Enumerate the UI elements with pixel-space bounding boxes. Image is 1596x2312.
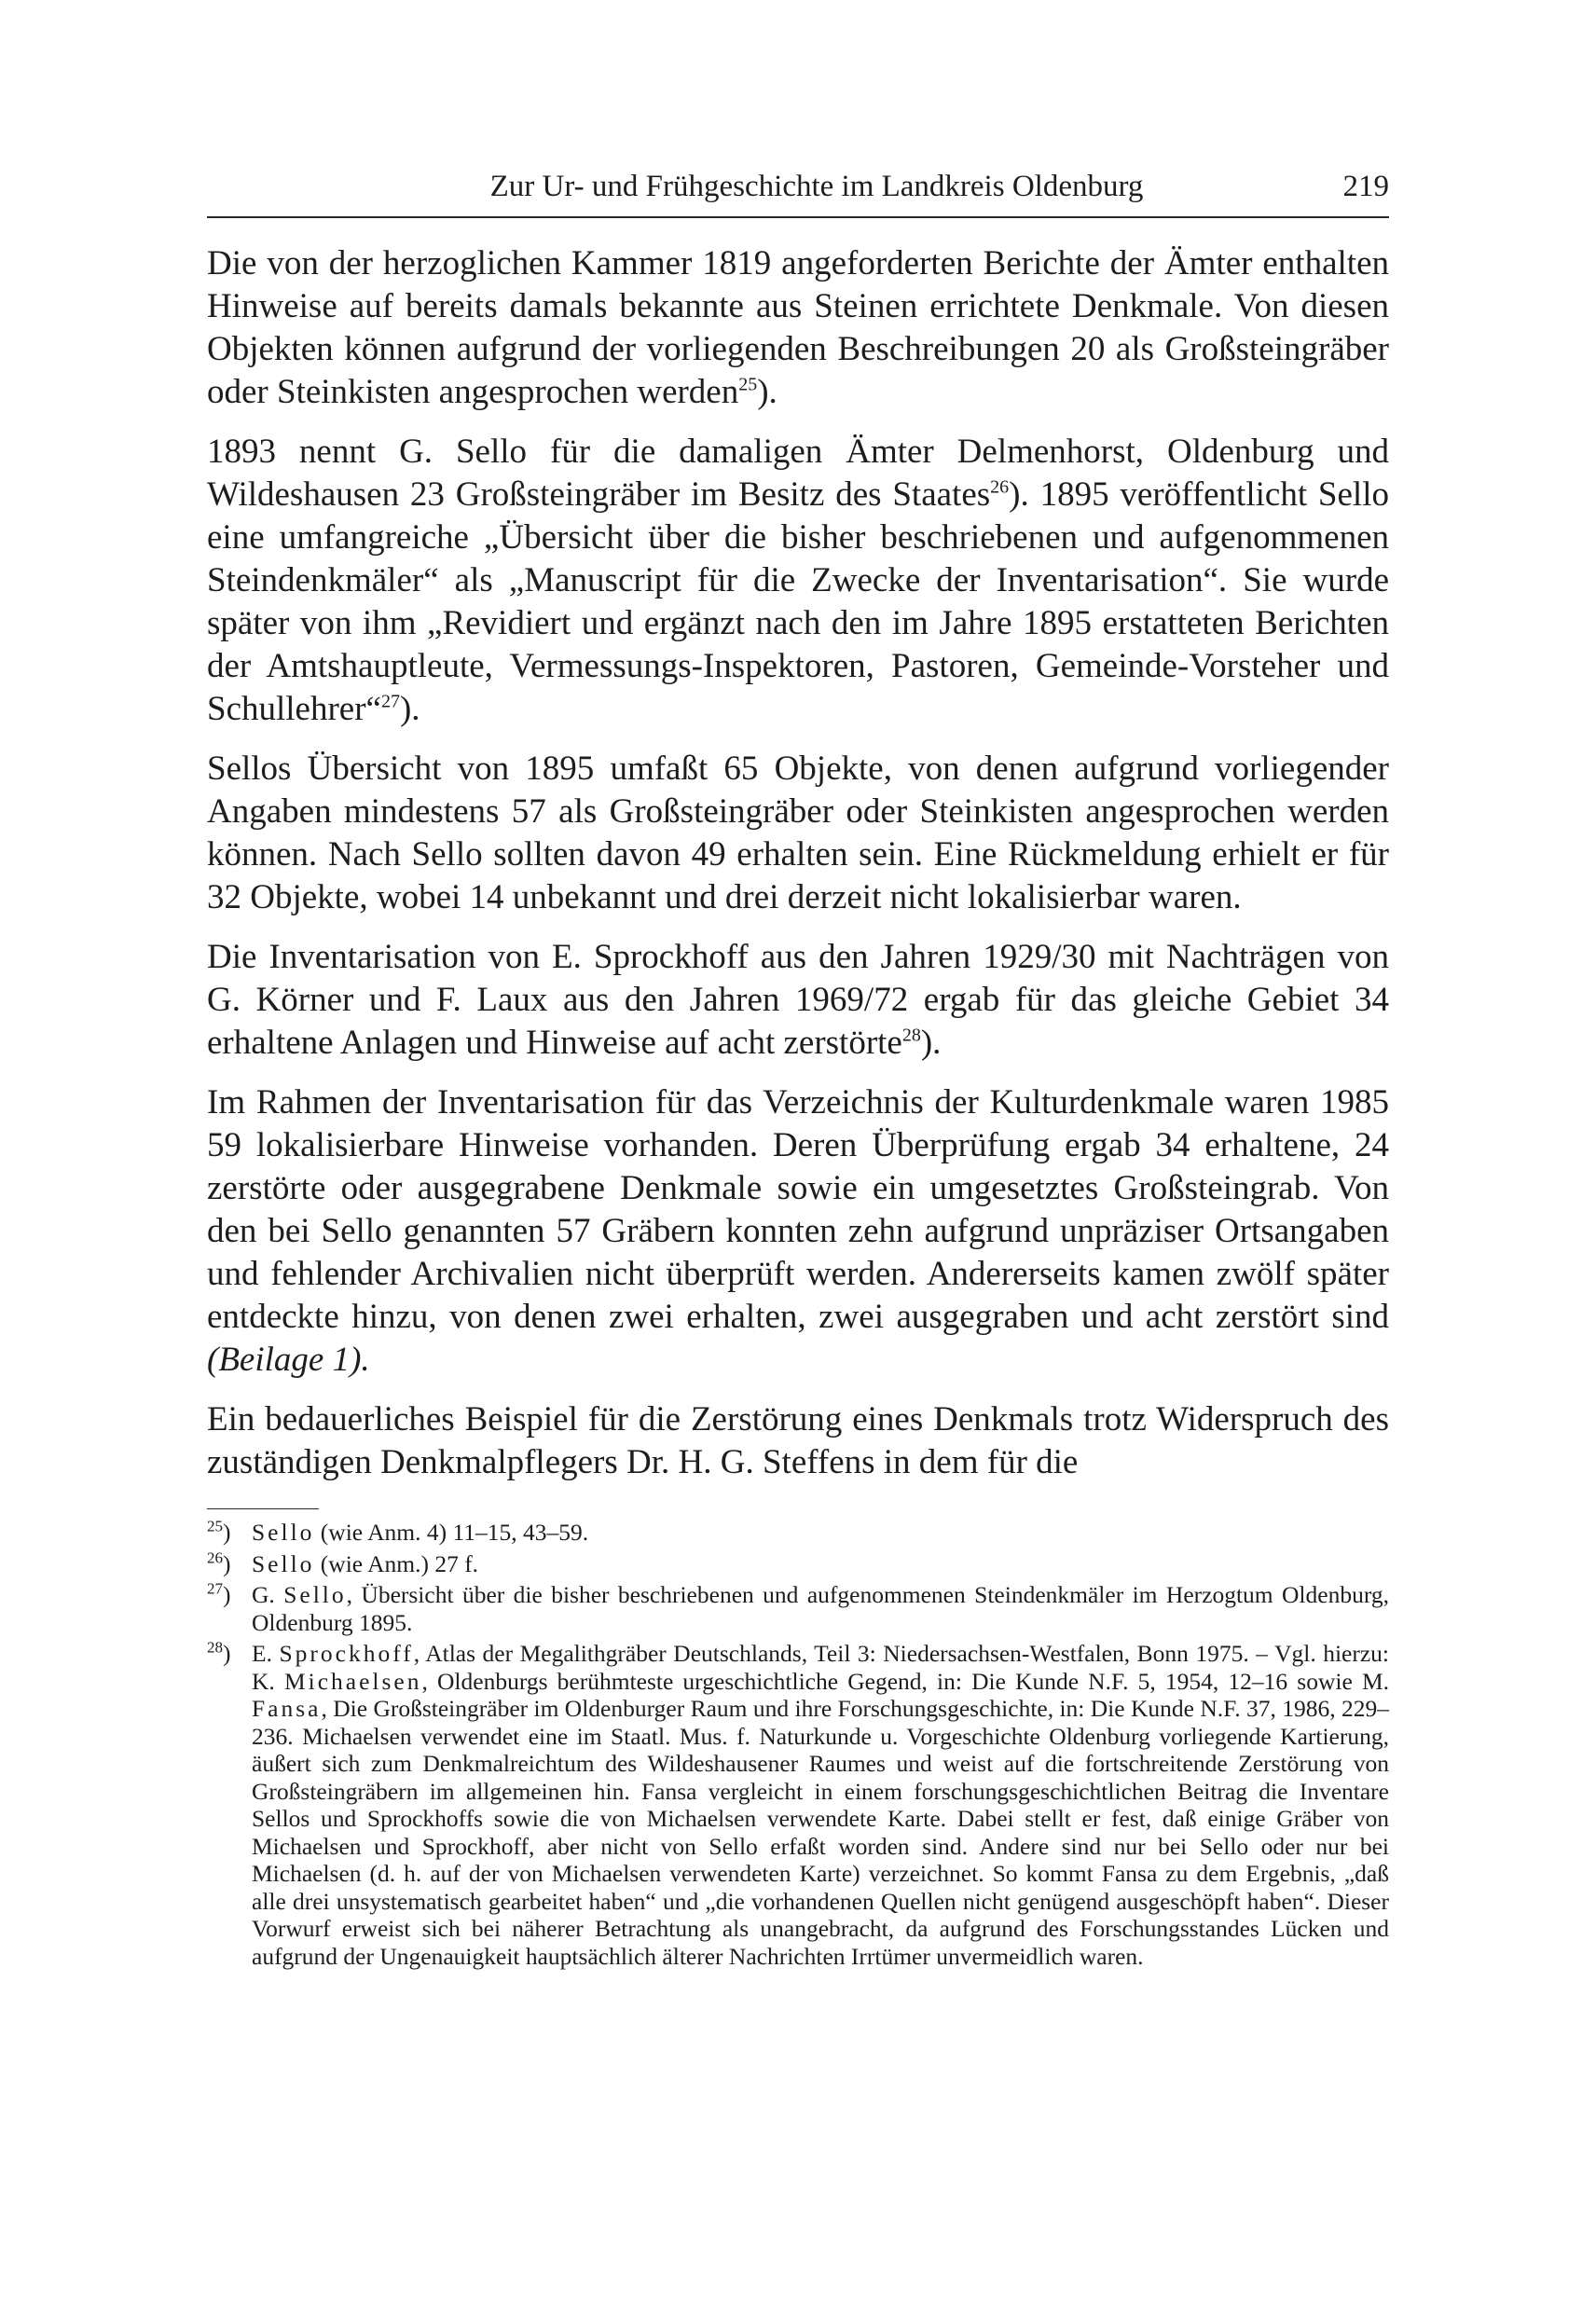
footnote-text: Sello (wie Anm. 4) 11–15, 43–59. (252, 1519, 589, 1546)
footnote (207, 1550, 1389, 1578)
footnote-divider (207, 1508, 319, 1509)
page-number: 219 (1342, 170, 1389, 203)
footnote (207, 1519, 1389, 1547)
footnote-text: G. Sello, Übersicht über die bisher beschriebenen und aufgenommenen Steindenkmäler im Herzogtum Oldenburg, Oldenburg 1895. (252, 1581, 1389, 1636)
paragraph: Sellos Übersicht von 1895 umfaßt 65 Objekte, von denen aufgrund vorliegender Angaben mindestens 57 als Großsteingräber oder Steinkisten angesprochen werden können. Nach Sello sollten davon 49 erhalten sein. Eine Rückmeldung erhielt er für 32 Objekte, wobei 14 unbekannt und drei derzeit nicht lokalisierbar waren. (207, 750, 1389, 916)
main-text (207, 242, 1389, 1484)
footnote-reference: 26 (990, 476, 1010, 498)
paragraph: Die Inventarisation von E. Sprockhoff aus den Jahren 1929/30 mit Nachträgen von G. Körner und F. Laux aus den Jahren 1969/72 ergab für das gleiche Gebiet 34 erhaltene Anlagen und Hinweise auf acht zerstörte$^{28}$). (207, 938, 1389, 1062)
paragraph: Die von der herzoglichen Kammer 1819 angeforderten Berichte der Ämter enthalten Hinweise auf bereits damals bekannte aus Steinen errichtete Denkmale. Von diesen Objekten können aufgrund der vorliegenden Beschreibungen 20 als Großsteingräber oder Steinkisten angesprochen werden$^{25}$). (207, 244, 1389, 411)
footnote-reference: 27 (380, 691, 400, 712)
footnote-text: E. Sprockhoff, Atlas der Megalithgräber Deutschlands, Teil 3: Niedersachsen-Westfalen, Bonn 1975. – Vgl. hierzu: K. Michaelsen, Oldenburgs berühmteste urgeschichtliche Gegend, in: Die Kunde N.F. 5, 1954, 12–16 sowie M. Fansa, Die Großsteingräber im Oldenburger Raum und ihre Forschungsgeschichte, in: Die Kunde N.F. 37, 1986, 229–236. Michaelsen verwendet eine im Staatl. Mus. f. Naturkunde u. Vorgeschichte Oldenburg vorliegende Kartierung, äußert sich zum Denkmalreichtum des Wildeshausener Raumes und weist auf die fortschreitende Zerstörung von Großsteingräbern im allgemeinen hin. Fansa vergleicht in einem forschungsgeschichtlichen Beitrag die Inventare Sellos und Sprockhoffs sowie die von Michaelsen verwendete Karte. Dabei stellt er fest, daß einige Gräber von Michaelsen und Sprockhoff, aber nicht von Sello erfaßt worden sind. Andere sind nur bei Sello oder nur bei Michaelsen (d. h. auf der von Michaelsen verwendeten Karte) verzeichnet. So kommt Fansa zu dem Ergebnis, „daß alle drei unsystematisch gearbeitet haben“ und „die vorhandenen Quellen nicht genügend ausgeschöpft haben“. Dieser Vorwurf erweist sich bei näherer Betrachtung als unangebracht, da aufgrund des Forschungsstandes Lücken und aufgrund der Ungenauigkeit hauptsächlich älterer Nachrichten Irrtümer unvermeidlich waren. (252, 1640, 1389, 1970)
footnote-number: $^{28}$) (207, 1638, 231, 1667)
appendix-reference: (Beilage 1). (207, 1341, 370, 1379)
footnote-number: $^{25}$) (207, 1517, 231, 1546)
footnotes (207, 1519, 1389, 1970)
footnote (207, 1581, 1389, 1636)
paragraph: 1893 nennt G. Sello für die damaligen Ämter Delmenhorst, Oldenburg und Wildeshausen 23 Großsteingräber im Besitz des Staates$^{26}$). 1895 veröffentlicht Sello eine umfangreiche „Übersicht über die bisher beschriebenen und aufgenommenen Steindenkmäler“ als „Manuscript für die Zwecke der Inventarisation“. Sie wurde später von ihm „Revidiert und ergänzt nach den im Jahre 1895 erstatteten Berichten der Amtshauptleute, Vermessungs-Inspektoren, Pastoren, Gemeinde-Vorsteher und Schullehrer“$^{27}$). (207, 433, 1389, 728)
footnote-number: $^{26}$) (207, 1548, 231, 1577)
footnote-number: $^{27}$) (207, 1579, 231, 1608)
footnote-reference: 28 (901, 1025, 921, 1046)
footnote (207, 1640, 1389, 1970)
running-head (207, 168, 1389, 218)
footnote-reference: 25 (738, 374, 758, 395)
footnote-text: Sello (wie Anm.) 27 f. (252, 1549, 479, 1577)
running-head-title: Zur Ur- und Frühgeschichte im Landkreis Oldenburg (489, 170, 1144, 203)
paragraph: Ein bedauerliches Beispiel für die Zerstörung eines Denkmals trotz Widerspruch des zuständigen Denkmalpflegers Dr. H. G. Steffens in dem für die (207, 1400, 1389, 1481)
paragraph: Im Rahmen der Inventarisation für das Verzeichnis der Kulturdenkmale waren 1985 59 lokalisierbare Hinweise vorhanden. Deren Überprüfung ergab 34 erhaltene, 24 zerstörte oder ausgegrabene Denkmale sowie ein umgesetztes Großsteingrab. Von den bei Sello genannten 57 Gräbern konnten zehn aufgrund unpräziser Ortsangaben und fehlender Archivalien nicht überprüft werden. Andererseits kamen zwölf später entdeckte hinzu, von denen zwei erhalten, zwei ausgegraben und acht zerstört sind (Beilage 1). (207, 1083, 1389, 1379)
book-page (207, 168, 1389, 1974)
